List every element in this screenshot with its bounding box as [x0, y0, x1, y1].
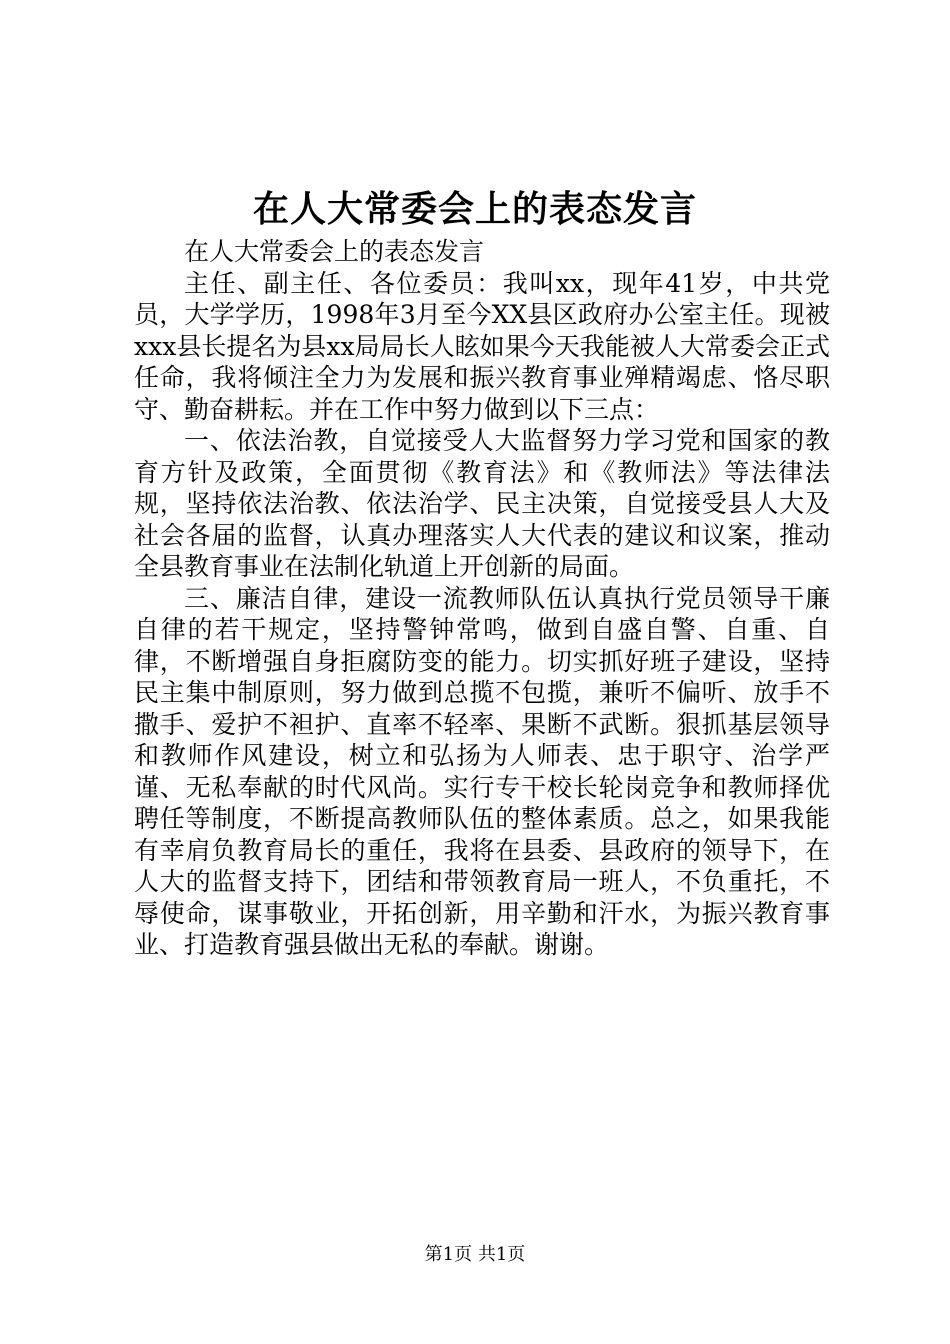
paragraph-point-three: 三、廉洁自律，建设一流教师队伍认真执行党员领导干廉自律的若干规定，坚持警钟常鸣，做到自盛自警、自重、自律，不断增强自身拒腐防变的能力。切实抓好班子建设，坚持民主集中制原则，努力做到总揽不包揽，兼听不偏听、放手不撒手、爱护不袒护、直率不轻率、果断不武断。狠抓基层领导和教师作风建设，树立和弘扬为人师表、忠于职守、治学严谨、无私奉献的时代风尚。实行专干校长轮岗竞争和教师择优聘任等制度，不断提高教师队伍的整体素质。总之，如果我能有幸肩负教育局长的重任，我将在县委、县政府的领导下，在人大的监督支持下，团结和带领教育局一班人，不负重托，不辱使命，谋事敬业，开拓创新，用辛勤和汗水，为振兴教育事业、打造教育强县做出无私的奉献。谢谢。	[134, 583, 830, 959]
paragraph-point-one: 一、依法治教，自觉接受人大监督努力学习党和国家的教育方针及政策，全面贯彻《教育法》和《教师法》等法律法规，坚持依法治教、依法治学、民主决策，自觉接受县人大及社会各届的监督，认真办理落实人大代表的建议和议案，推动全县教育事业在法制化轨道上开创新的局面。	[134, 426, 830, 581]
document-body	[134, 236, 830, 961]
page-number-footer: 第1页 共1页	[424, 1244, 526, 1265]
document-title: 在人大常委会上的表态发言	[252, 188, 697, 230]
paragraph-subtitle: 在人大常委会上的表态发言	[184, 237, 485, 266]
paragraph-introduction: 主任、副主任、各位委员：我叫xx，现年41岁，中共党员，大学学历，1998年3月至今XX县区政府办公室主任。现被xxx县长提名为县xx局局长人眩如果今天我能被人大常委会正式任命，我将倾注全力为发展和振兴教育事业殚精竭虑、恪尽职守、勤奋耕耘。并在工作中努力做到以下三点：	[134, 268, 830, 424]
